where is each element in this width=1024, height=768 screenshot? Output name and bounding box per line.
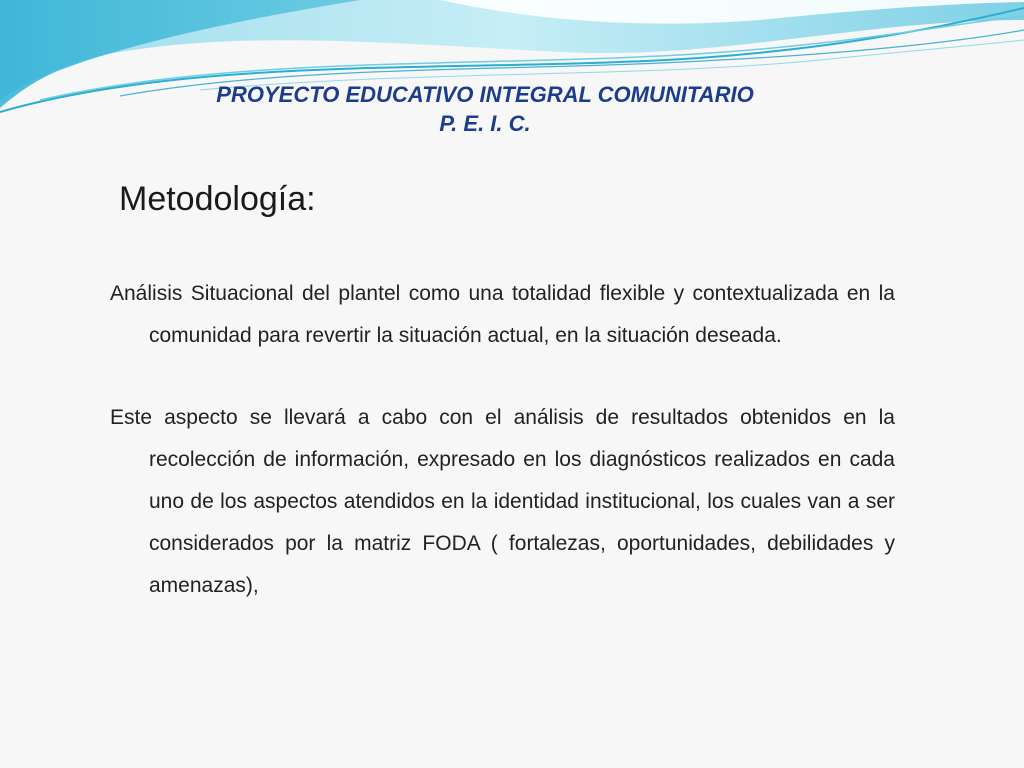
section-heading: Metodología: [119,180,316,218]
header-title-line-1: PROYECTO EDUCATIVO INTEGRAL COMUNITARIO [216,82,754,107]
paragraph-aspecto-foda: Este aspecto se llevará a cabo con el análisis de resultados obtenidos en la recolección de información, expresado en los diagnósticos realizados en cada uno de los aspectos atendidos en la identidad institucional, los cuales van a ser considerados por la matriz FODA ( fortalezas, oportunidades, debilidades y amenazas), [110,406,895,597]
paragraph-analisis-situacional: Análisis Situacional del plantel como una totalidad flexible y contextualizada en la comunidad para revertir la situación actual, en la situación deseada. [110,282,895,347]
header-title-line-2: P. E. I. C. [439,111,531,136]
body-text [110,273,895,607]
header-title [130,80,840,138]
